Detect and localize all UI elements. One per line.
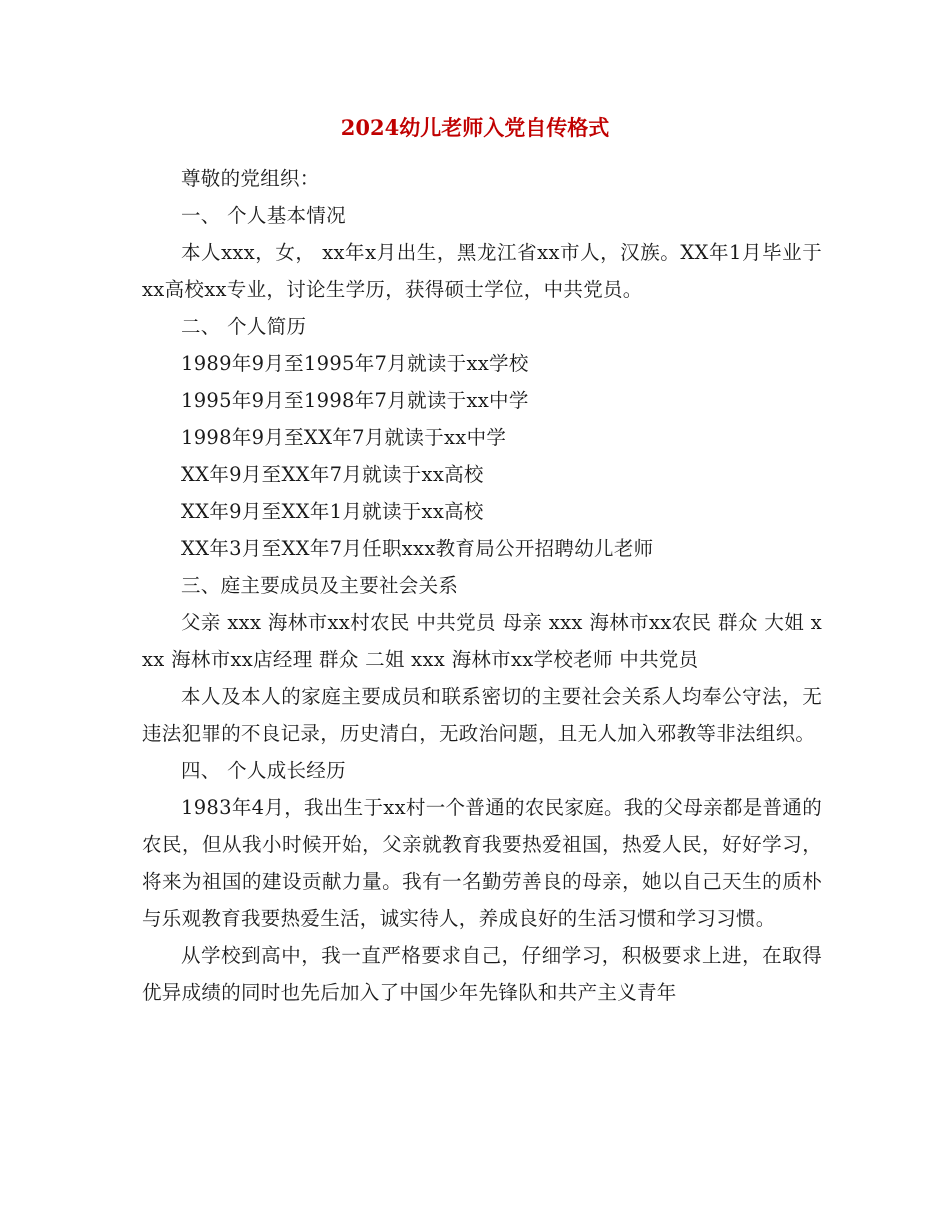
resume-line: 1989年9月至1995年7月就读于xx学校 xyxy=(181,352,529,375)
section-heading-family: 三、庭主要成员及主要社会关系 xyxy=(181,574,459,597)
resume-line: 1998年9月至XX年7月就读于xx中学 xyxy=(181,426,507,449)
resume-line: XX年9月至XX年7月就读于xx高校 xyxy=(181,463,484,486)
resume-line: XX年3月至XX年7月任职xxx教育局公开招聘幼儿老师 xyxy=(181,537,654,560)
section-heading-resume: 二、 个人简历 xyxy=(181,315,307,338)
paragraph-family-members: 父亲 xxx 海林市xx村农民 中共党员 母亲 xxx 海林市xx农民 群众 大姐 xxx 海林市xx店经理 群众 二姐 xxx 海林市xx学校老师 中共党员 xyxy=(142,611,822,671)
document-title: 2024幼儿老师入党自传格式 xyxy=(340,115,610,140)
paragraph-growth-childhood: 1983年4月，我出生于xx村一个普通的农民家庭。我的父母亲都是普通的农民，但从我小时候开始，父亲就教育我要热爱祖国，热爱人民，好好学习，将来为祖国的建设贡献力量。我有一名勤劳善良的母亲，她以自己天生的质朴与乐观教育我要热爱生活，诚实待人，养成良好的生活习惯和学习习惯。 xyxy=(142,796,822,930)
paragraph-growth-school: 从学校到高中，我一直严格要求自己，仔细学习，积极要求上进，在取得优异成绩的同时也先后加入了中国少年先锋队和共产主义青年 xyxy=(142,944,822,1004)
paragraph-basic-info: 本人xxx，女， xx年x月出生，黑龙江省xx市人，汉族。XX年1月毕业于xx高校xx专业，讨论生学历，获得硕士学位，中共党员。 xyxy=(142,241,822,301)
resume-line: 1995年9月至1998年7月就读于xx中学 xyxy=(181,389,529,412)
section-heading-growth: 四、 个人成长经历 xyxy=(181,759,346,782)
salutation: 尊敬的党组织： xyxy=(181,167,320,190)
resume-line: XX年9月至XX年1月就读于xx高校 xyxy=(181,500,484,523)
paragraph-family-statement: 本人及本人的家庭主要成员和联系密切的主要社会关系人均奉公守法，无违法犯罪的不良记录，历史清白，无政治问题，且无人加入邪教等非法组织。 xyxy=(142,685,822,745)
document-body xyxy=(142,160,822,1011)
section-heading-basic-info: 一、 个人基本情况 xyxy=(181,204,346,227)
